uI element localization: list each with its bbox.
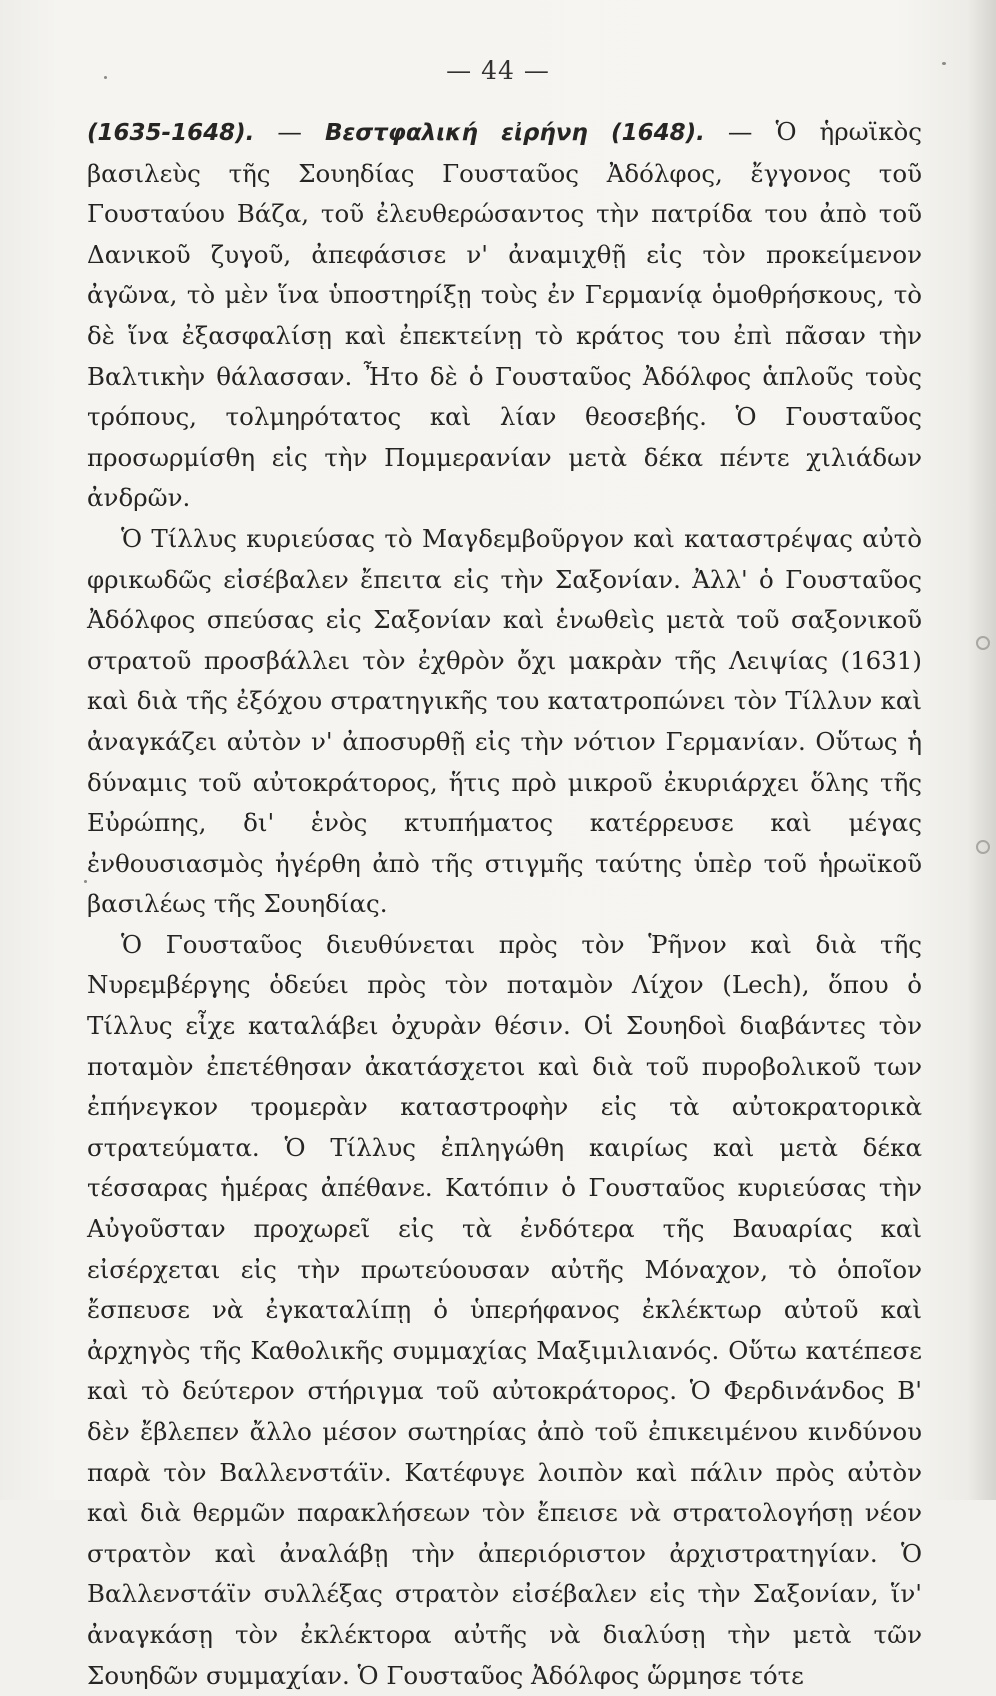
ink-speck bbox=[84, 880, 87, 883]
binding-hole-mark bbox=[976, 840, 990, 854]
page-number: — 44 — bbox=[446, 56, 550, 85]
paragraph-westphalia bbox=[87, 112, 922, 519]
binding-hole-mark bbox=[976, 636, 990, 650]
dash: — bbox=[254, 117, 325, 146]
section-heading: Βεστφαλική εἰρήνη (1648). bbox=[324, 120, 705, 146]
date-range: (1635-1648). bbox=[87, 120, 255, 146]
paragraph-tilly: Ὁ Τίλλυς κυριεύσας τὸ Μαγδεμβοῦργον καὶ καταστρέψας αὐτὸ φρικωδῶς εἰσέβαλεν ἔπειτα εἰς τὴν Σαξονίαν. Ἀλλ' ὁ Γουσταῦος Ἀδόλφος σπεύσας εἰς Σαξονίαν καὶ ἑνωθεὶς μετὰ τοῦ σαξονικοῦ στρατοῦ προσβάλλει τὸν ἐχθρὸν ὄχι μακρὰν τῆς Λειψίας (1631) καὶ διὰ τῆς ἐξόχου στρατηγικῆς του κατατροπώνει τὸν Τίλλυν καὶ ἀναγκάζει αὐτὸν ν' ἀποσυρθῇ εἰς τὴν νότιον Γερμανίαν. Οὕτως ἡ δύναμις τοῦ αὐτοκράτορος, ἥτις πρὸ μικροῦ ἐκυριάρχει ὅλης τῆς Εὐρώπης, δι' ἑνὸς κτυπήματος κατέρρευσε καὶ μέγας ἐνθουσιασμὸς ἠγέρθη ἀπὸ τῆς στιγμῆς ταύτης ὑπὲρ τοῦ ἡρωϊκοῦ βασιλέως τῆς Σουηδίας. bbox=[87, 523, 922, 919]
page-edge-shadow bbox=[968, 0, 996, 1500]
body-text bbox=[87, 112, 922, 1696]
ink-speck bbox=[104, 76, 107, 79]
paragraph-lech: Ὁ Γουσταῦος διευθύνεται πρὸς τὸν Ῥῆνον καὶ διὰ τῆς Νυρεμβέργης ὁδεύει πρὸς τὸν ποταμὸν Λίχον (Lech), ὅπου ὁ Τίλλυς εἶχε καταλάβει ὀχυρὰν θέσιν. Οἱ Σουηδοὶ διαβάντες τὸν ποταμὸν ἐπετέθησαν ἀκατάσχετοι καὶ διὰ τοῦ πυροβολικοῦ των ἐπήνεγκον τρομερὰν καταστροφὴν εἰς τὰ αὐτοκρατορικὰ στρατεύματα. Ὁ Τίλλυς ἐπληγώθη καιρίως καὶ μετὰ δέκα τέσσαρας ἡμέρας ἀπέθανε. Κατόπιν ὁ Γουσταῦος κυριεύσας τὴν Αὐγοῦσταν προχωρεῖ εἰς τὰ ἐνδότερα τῆς Βαυαρίας καὶ εἰσέρχεται εἰς τὴν πρωτεύουσαν αὐτῆς Μόναχον, τὸ ὁποῖον ἔσπευσε νὰ ἐγκαταλίπῃ ὁ ὑπερήφανος ἐκλέκτωρ αὐτοῦ καὶ ἀρχηγὸς τῆς Καθολικῆς συμμαχίας Μαξιμιλιανός. Οὕτω κατέπεσε καὶ τὸ δεύτερον στήριγμα τοῦ αὐτοκράτορος. Ὁ Φερδινάνδος Β' δὲν ἔβλεπεν ἄλλο μέσον σωτηρίας ἀπὸ τοῦ ἐπικειμένου κινδύνου παρὰ τὸν Βαλλενστάϊν. Κατέφυγε λοιπὸν καὶ πάλιν πρὸς αὐτὸν καὶ διὰ θερμῶν παρακλήσεων τὸν ἔπεισε νὰ στρατολογήσῃ νέον στρατὸν καὶ ἀναλάβῃ τὴν ἀπεριόριστον ἀρχιστρατηγίαν. Ὁ Βαλλενστάϊν συλλέξας στρατὸν εἰσέβαλεν εἰς τὴν Σαξονίαν, ἵν' ἀναγκάσῃ τὸν ἐκλέκτορα αὐτῆς νὰ διαλύσῃ τὴν μετὰ τῶν Σουηδῶν συμμαχίαν. Ὁ Γουσταῦος Ἀδόλφος ὥρμησε τότε bbox=[87, 929, 922, 1690]
dash: — bbox=[704, 117, 776, 146]
paragraph-text: Ὁ ἡρωϊκὸς βασιλεὺς τῆς Σουηδίας Γουσταῦος Ἀδόλφος, ἔγγονος τοῦ Γουσταύου Βάζα, τοῦ ἐλευθερώσαντος τὴν πατρίδα του ἀπὸ τοῦ Δανικοῦ ζυγοῦ, ἀπεφάσισε ν' ἀναμιχθῇ εἰς τὸν προκείμενον ἀγῶνα, τὸ μὲν ἵνα ὑποστηρίξῃ τοὺς ἐν Γερμανίᾳ ὁμοθρήσκους, τὸ δὲ ἵνα ἐξασφαλίσῃ καὶ ἐπεκτείνῃ τὸ κράτος του ἐπὶ πᾶσαν τὴν Βαλτικὴν θάλασσαν. Ἦτο δὲ ὁ Γουσταῦος Ἀδόλφος ἁπλοῦς τοὺς τρόπους, τολμηρότατος καὶ λίαν θεοσεβής. Ὁ Γουσταῦος προσωρμίσθη εἰς τὴν Πομμερανίαν μετὰ δέκα πέντε χιλιάδων ἀνδρῶν. bbox=[87, 117, 922, 513]
ink-speck bbox=[942, 62, 946, 65]
